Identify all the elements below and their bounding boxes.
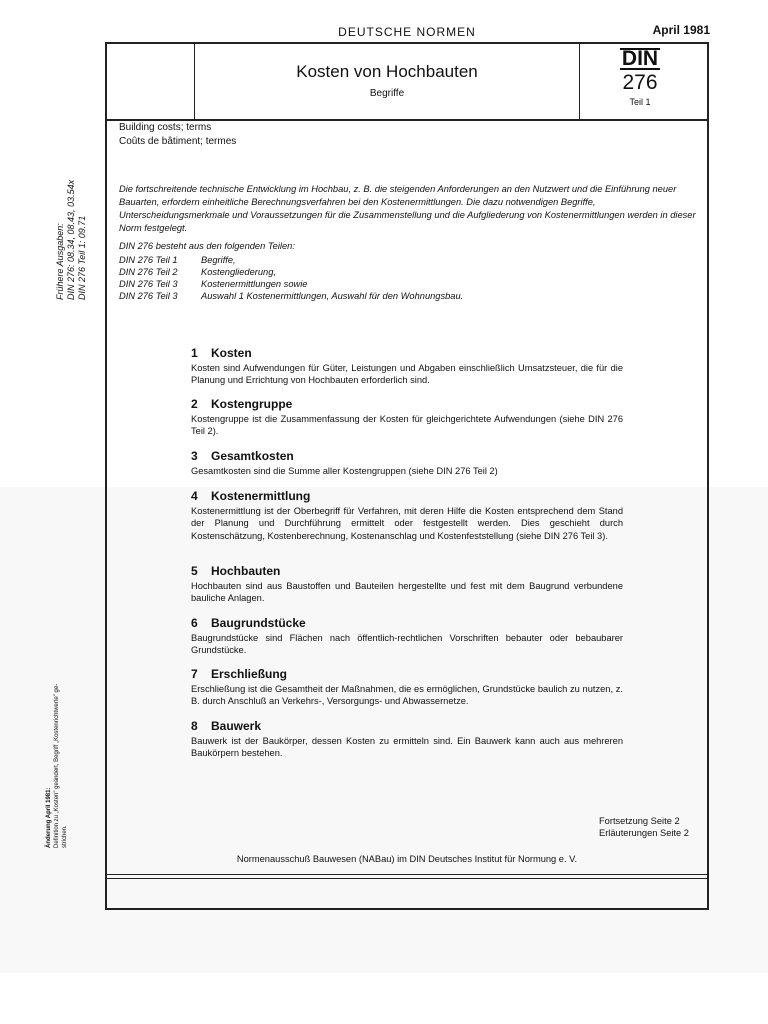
section-title: Hochbauten	[211, 564, 281, 578]
parts-intro: DIN 276 besteht aus den folgenden Teilen:	[119, 241, 295, 251]
section-title: Baugrundstücke	[211, 616, 306, 630]
section-body: Baugrundstücke sind Flächen nach öffentlich-rechtlichen Vorschriften bebauter oder bebaubarer Grundstücke.	[191, 633, 623, 656]
issue-date: April 1981	[652, 23, 710, 37]
section-number: 7	[191, 667, 198, 681]
part-ref: DIN 276 Teil 3	[119, 279, 178, 289]
section-heading	[191, 397, 623, 412]
section-body: Hochbauten sind aus Baustoffen und Bauteilen hergestellte und fest mit dem Baugrund verbundene bauliche Anlagen.	[191, 581, 623, 604]
intro-paragraph: Die fortschreitende technische Entwicklung im Hochbau, z. B. die steigenden Anforderungen an den Nutzwert und die Einführung neuer Bauarten, erfordern einheitliche Berechnungsverfahren bei den Kostenermittlungen. Die dazu notwendigen Begriffe, Unterscheidungsmerkmale und Voraussetzungen für die Zusammenstellung und die Aufgliederung von Kostenermittlungen werden in dieser Norm festgelegt.	[119, 184, 696, 233]
document-subtitle: Begriffe	[369, 88, 405, 99]
section-heading	[191, 616, 623, 631]
part-ref: DIN 276 Teil 1	[119, 255, 178, 265]
section-title: Erschließung	[211, 667, 288, 681]
section-4	[191, 489, 623, 542]
section-title: Gesamtkosten	[211, 449, 294, 463]
section-number: 2	[191, 397, 198, 411]
part-row	[119, 255, 236, 265]
continuation-note	[599, 815, 689, 839]
part-row	[119, 267, 276, 277]
section-body: Erschließung ist die Gesamtheit der Maßnahmen, die es ermöglichen, Grundstücke baulich zu nutzen, z. B. durch Anschluß an Verkehrs-, Versorgungs- und Abwassernetze.	[191, 684, 623, 707]
header-divider-left	[194, 42, 195, 120]
din-logo-text: DIN	[621, 47, 659, 70]
section-title: Kosten	[211, 346, 252, 360]
section-heading	[191, 346, 623, 361]
section-number: 1	[191, 346, 198, 360]
section-title: Bauwerk	[211, 719, 262, 733]
section-6	[191, 616, 623, 657]
explanation-line: Erläuterungen Seite 2	[599, 828, 689, 838]
header-divider-right	[579, 42, 580, 120]
section-body: Kostengruppe ist die Zusammenfassung der Kosten für gleichgerichtete Aufwendungen (siehe DIN 276 Teil 2).	[191, 414, 623, 437]
side-previous-editions	[55, 180, 88, 300]
side-previous-line: DIN 276: 08.34, 08.43, 03.54x	[66, 179, 76, 300]
part-row	[119, 279, 307, 289]
side-previous-line: DIN 276 Teil 1: 09.71	[77, 215, 87, 300]
side-change-line: strichen.	[62, 825, 68, 848]
continuation-line: Fortsetzung Seite 2	[599, 816, 680, 826]
section-body: Kosten sind Aufwendungen für Güter, Leistungen und Abgaben einschließlich Umsatzsteuer, die für die Planung und Errichtung von Hochbauten erforderlich sind.	[191, 363, 623, 386]
section-heading	[191, 564, 623, 579]
publisher-line: Normenausschuß Bauwesen (NABau) im DIN Deutsches Institut für Normung e. V.	[236, 854, 578, 864]
translation-french: Coûts de bâtiment; termes	[119, 136, 237, 147]
translation-english: Building costs; terms	[119, 122, 212, 133]
part-row	[119, 291, 463, 301]
section-5	[191, 564, 623, 605]
section-heading	[191, 719, 623, 734]
footer-divider	[105, 874, 709, 875]
section-body: Bauwerk ist der Baukörper, dessen Kosten zu ermitteln sind. Ein Bauwerk kann auch aus mehreren Baukörpern bestehen.	[191, 736, 623, 759]
section-number: 8	[191, 719, 198, 733]
series-label: DEUTSCHE NORMEN	[338, 25, 476, 39]
section-8	[191, 719, 623, 760]
section-2	[191, 397, 623, 438]
footer-divider-double	[105, 878, 709, 879]
din-logo	[612, 48, 668, 70]
side-change-note	[45, 684, 69, 848]
section-number: 5	[191, 564, 198, 578]
part-ref: DIN 276 Teil 2	[119, 267, 178, 277]
side-previous-title: Frühere Ausgaben:	[55, 223, 65, 300]
section-heading	[191, 667, 623, 682]
header-divider	[105, 119, 709, 121]
section-7	[191, 667, 623, 708]
side-change-line: Definition zu „Kosten" geändert, Begriff „Kostenrichtwerte" ge-	[54, 683, 60, 848]
din-part: Teil 1	[629, 97, 651, 107]
din-number: 276	[622, 71, 658, 94]
section-body: Kostenermittlung ist der Oberbegriff für Verfahren, mit deren Hilfe die Kosten entsprechend dem Stand der Planung und Durchführung ermittelt oder festgestellt werden. Dies geschieht durch Kostenschätzung, Kostenberechnung, Kostenanschlag und Kostenfeststellung (siehe DIN 276 Teil 3).	[191, 506, 623, 541]
section-title: Kostengruppe	[211, 397, 293, 411]
section-heading	[191, 449, 623, 464]
section-number: 4	[191, 489, 198, 503]
section-title: Kostenermittlung	[211, 489, 311, 503]
document-title: Kosten von Hochbauten	[296, 62, 478, 81]
section-number: 6	[191, 616, 198, 630]
part-desc: Kostengliederung,	[201, 267, 276, 277]
section-3	[191, 449, 623, 477]
side-change-title: Änderung April 1981:	[46, 787, 52, 848]
part-desc: Kostenermittlungen sowie	[201, 279, 308, 289]
section-number: 3	[191, 449, 198, 463]
section-1	[191, 346, 623, 387]
section-heading	[191, 489, 623, 504]
part-ref: DIN 276 Teil 3	[119, 291, 178, 301]
part-desc: Auswahl 1 Kostenermittlungen, Auswahl für den Wohnungsbau.	[201, 291, 464, 301]
section-body: Gesamtkosten sind die Summe aller Kostengruppen (siehe DIN 276 Teil 2)	[191, 466, 498, 476]
part-desc: Begriffe,	[201, 255, 236, 265]
